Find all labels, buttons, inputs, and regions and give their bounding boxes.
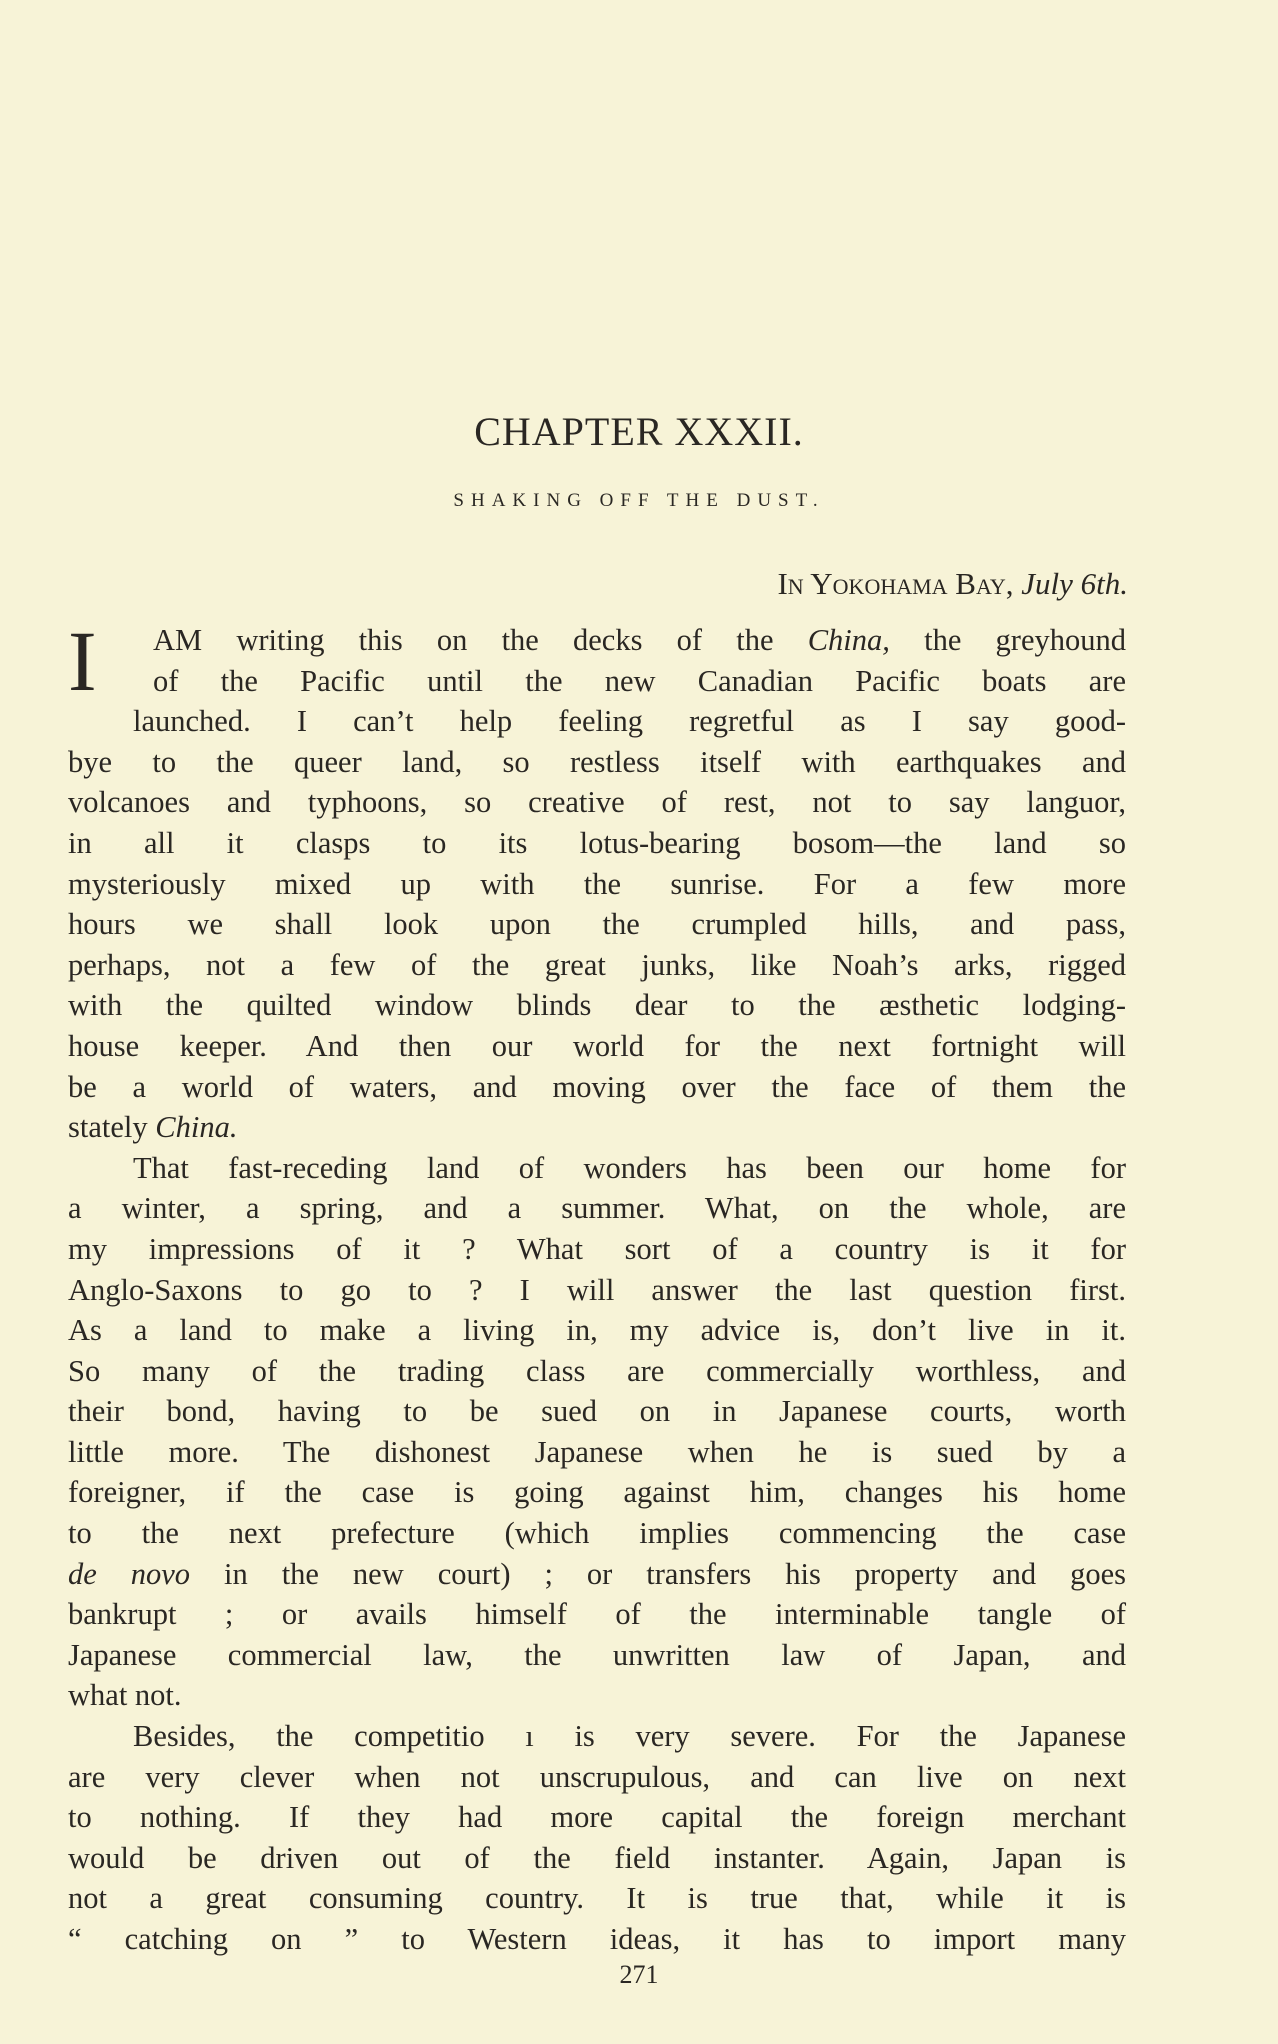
text-line: a winter, a spring, and a summer. What, on the whole, are xyxy=(68,1191,1126,1226)
text-line: Japanese commercial law, the unwritten law of Japan, and xyxy=(68,1637,1126,1672)
text-line: to the next prefecture (which implies commencing the case xyxy=(68,1516,1126,1551)
text-line: de novo in the new court) ; or transfers his property and goes xyxy=(68,1556,1127,1591)
text-line: bankrupt ; or avails himself of the interminable tangle of xyxy=(68,1597,1126,1632)
text-line: “ catching on ” to Western ideas, it has to import many xyxy=(68,1922,1126,1956)
text-line: to nothing. If they had more capital the foreign merchant xyxy=(68,1800,1126,1835)
text-line: what not. xyxy=(68,1678,182,1713)
text-line: perhaps, not a few of the great junks, like Noah’s arks, rigged xyxy=(68,947,1126,982)
text-line: Anglo-Saxons to go to ? I will answer the last question first. xyxy=(68,1272,1126,1307)
text-line: So many of the trading class are commercially worthless, and xyxy=(68,1353,1126,1388)
text-line: my impressions of it ? What sort of a country is it for xyxy=(68,1231,1126,1266)
text-line: AM writing this on the decks of the China, the greyhound xyxy=(153,623,1126,657)
text-line: house keeper. And then our world for the next fortnight will xyxy=(68,1028,1126,1063)
drop-cap: I xyxy=(68,613,97,709)
text-line: bye to the queer land, so restless itself with earthquakes and xyxy=(68,744,1126,779)
text-line: As a land to make a living in, my advice is, don’t live in it. xyxy=(68,1313,1126,1348)
text-line: be a world of waters, and moving over the face of them the xyxy=(68,1069,1126,1104)
chapter-body xyxy=(68,613,1127,1960)
text-line: in all it clasps to its lotus-bearing bosom—the land so xyxy=(68,825,1126,860)
chapter-title: CHAPTER XXXII. xyxy=(474,409,804,454)
page-number: 271 xyxy=(619,1960,659,1989)
text-line: mysteriously mixed up with the sunrise. For a few more xyxy=(68,866,1126,901)
text-line: launched. I can’t help feeling regretful as I say good- xyxy=(133,704,1126,739)
text-line: Besides, the competitio ı is very severe. For the Japanese xyxy=(133,1719,1126,1754)
text-line: volcanoes and typhoons, so creative of rest, not to say languor, xyxy=(68,785,1126,820)
text-line: are very clever when not unscrupulous, and can live on next xyxy=(68,1759,1126,1794)
text-line: That fast-receding land of wonders has been our home for xyxy=(133,1150,1126,1185)
text-line: with the quilted window blinds dear to the æsthetic lodging- xyxy=(68,988,1126,1023)
chapter-subtitle: SHAKING OFF THE DUST. xyxy=(453,490,825,511)
dateline-place: In Yokohama Bay, xyxy=(777,566,1014,601)
text-line: foreigner, if the case is going against him, changes his home xyxy=(68,1475,1126,1510)
text-line: little more. The dishonest Japanese when he is sued by a xyxy=(68,1434,1126,1469)
dateline xyxy=(777,566,1128,602)
text-line: of the Pacific until the new Canadian Pacific boats are xyxy=(153,663,1126,698)
text-line: hours we shall look upon the crumpled hills, and pass, xyxy=(68,907,1126,942)
dateline-date: July 6th. xyxy=(1021,566,1128,601)
text-line: not a great consuming country. It is true that, while it is xyxy=(68,1881,1126,1916)
text-line: would be driven out of the field instanter. Again, Japan is xyxy=(68,1840,1126,1875)
text-line: stately China. xyxy=(68,1110,238,1145)
text-line: their bond, having to be sued on in Japanese courts, worth xyxy=(68,1394,1126,1429)
